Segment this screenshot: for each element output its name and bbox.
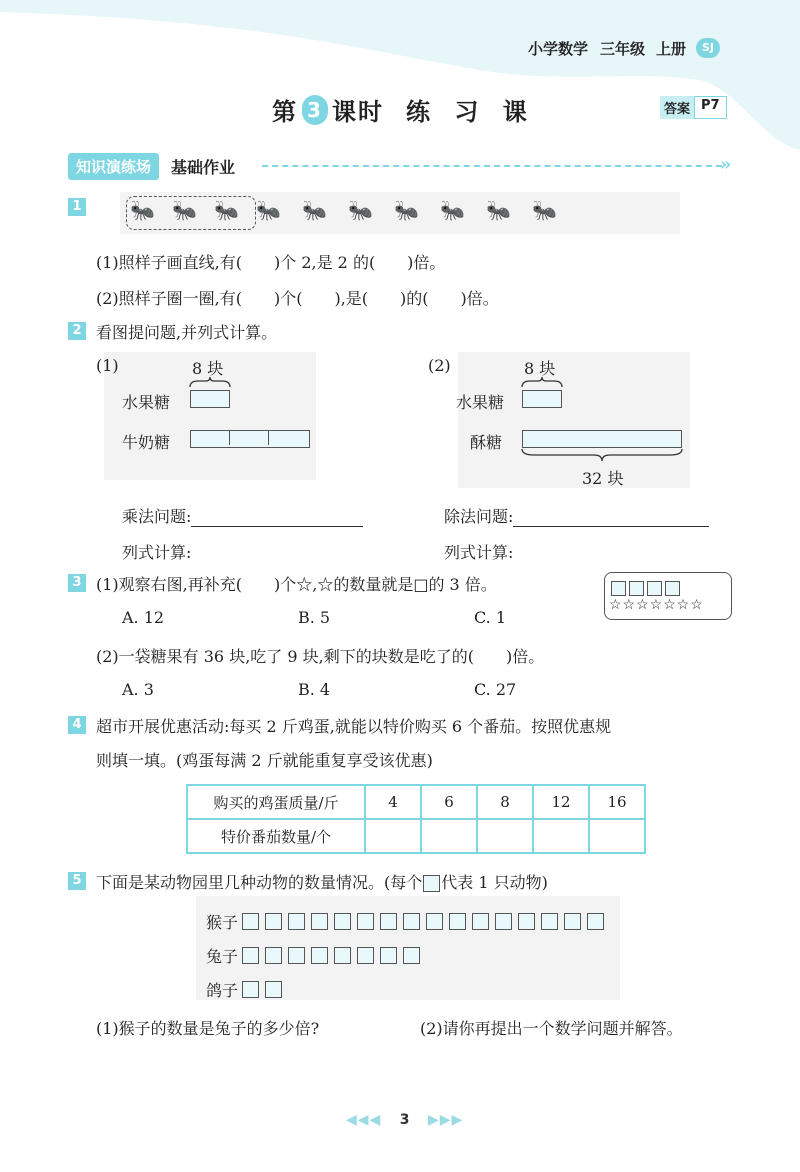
animal-square <box>242 947 259 964</box>
q2-part2-brace-bottom <box>520 448 684 462</box>
section-tag: 知识演练场 <box>68 153 159 180</box>
q3-squares <box>611 578 683 597</box>
q2-part2-brace <box>520 376 564 388</box>
q2-part2-total: 32 块 <box>582 469 624 488</box>
q2-part1-brace <box>188 376 232 388</box>
q5-number: 5 <box>68 872 86 890</box>
q3-p2-option-c[interactable]: C. 27 <box>474 680 517 699</box>
animal-square <box>311 913 328 930</box>
section-arrow-icon: » <box>720 154 732 175</box>
animal-square <box>288 913 305 930</box>
q5-ask2: (2)请你再提出一个数学问题并解答。 <box>420 1019 683 1038</box>
animal-square <box>311 947 328 964</box>
q5-intro <box>96 870 548 893</box>
ant-icon: 🐜 <box>172 198 197 222</box>
footer-right-arrows-icon: ▶▶▶ <box>427 1112 464 1128</box>
ant-icon: 🐜 <box>394 198 419 222</box>
q4-row2-head: 特价番茄数量/个 <box>187 819 365 853</box>
q2-part2-crisp-bar <box>522 430 682 448</box>
q2-mult-blank[interactable] <box>191 507 363 527</box>
q2-part1-row2: 牛奶糖 <box>122 433 171 452</box>
q4-egg-cell: 12 <box>533 785 589 819</box>
animal-square <box>242 913 259 930</box>
section-sub: 基础作业 <box>171 157 236 177</box>
answer-ref[interactable] <box>660 96 727 119</box>
animal-square <box>564 913 581 930</box>
q4-tomato-cell[interactable] <box>533 819 589 853</box>
lesson-suffix: 课时 <box>332 98 384 126</box>
q1-ant-row <box>130 198 578 222</box>
q3-number: 3 <box>68 574 86 592</box>
ant-icon: 🐜 <box>486 198 511 222</box>
q2-div-blank[interactable] <box>513 507 709 527</box>
header-band <box>0 0 800 150</box>
q2-part1-milk-bar <box>190 430 310 448</box>
animal-square <box>403 913 420 930</box>
page-footer <box>346 1112 463 1128</box>
animal-square <box>357 947 374 964</box>
q4-tomato-cell[interactable] <box>477 819 533 853</box>
sj-badge: SJ <box>696 38 720 58</box>
page-number: 3 <box>399 1112 410 1128</box>
ant-icon: 🐜 <box>214 198 239 222</box>
q2-div-question <box>444 504 709 527</box>
animal-square <box>380 913 397 930</box>
lesson-name: 练 习 课 <box>406 98 535 126</box>
q4-tomato-cell[interactable] <box>421 819 477 853</box>
section-bar <box>68 152 235 180</box>
animal-square <box>357 913 374 930</box>
ant-icon: 🐜 <box>302 198 327 222</box>
ant-icon: 🐜 <box>348 198 373 222</box>
q2-mult-label: 乘法问题: <box>122 507 192 526</box>
q2-number: 2 <box>68 322 86 340</box>
q2-part1-row1: 水果糖 <box>122 393 171 412</box>
q2-part2-brace-label: 8 块 <box>524 359 556 378</box>
q4-row-eggs <box>187 785 645 819</box>
q5-pictograph <box>206 904 610 1006</box>
q4-egg-cell: 16 <box>589 785 645 819</box>
header-grade: 三年级 <box>600 40 646 58</box>
animal-square <box>518 913 535 930</box>
q3-p2-option-b[interactable]: B. 4 <box>298 680 331 699</box>
animal-square <box>495 913 512 930</box>
animal-square <box>242 981 259 998</box>
q2-mult-question <box>122 504 363 527</box>
animal-square <box>265 913 282 930</box>
q2-part2-row1: 水果糖 <box>456 393 505 412</box>
q2-part2-fruit-bar <box>522 390 562 408</box>
q5-intro-b: 代表 1 只动物) <box>441 873 548 892</box>
animal-square <box>334 947 351 964</box>
q4-line1: 超市开展优惠活动:每买 2 斤鸡蛋,就能以特价购买 6 个番茄。按照优惠规 <box>96 717 612 736</box>
animal-square <box>541 913 558 930</box>
animal-square <box>472 913 489 930</box>
q5-intro-a: 下面是某动物园里几种动物的数量情况。(每个 <box>96 873 423 892</box>
footer-left-arrows-icon: ◀◀◀ <box>346 1112 382 1128</box>
ant-icon: 🐜 <box>440 198 465 222</box>
answer-page: P7 <box>694 96 727 119</box>
animal-label: 鸽子 <box>206 980 239 1000</box>
q3-p1-option-c[interactable]: C. 1 <box>474 608 507 627</box>
q2-part2-row2: 酥糖 <box>470 433 503 452</box>
animal-square <box>426 913 443 930</box>
q5-unit-square <box>423 875 440 892</box>
q1-line2: (2)照样子圈一圈,有( )个( ),是( )的( )倍。 <box>96 289 499 308</box>
q2-intro: 看图提问题,并列式计算。 <box>96 323 278 342</box>
q2-calc2: 列式计算: <box>444 543 514 562</box>
q2-part2-label: (2) <box>428 356 451 375</box>
lesson-number: 3 <box>302 95 328 125</box>
q3-p1-option-a[interactable]: A. 12 <box>122 608 165 627</box>
animal-square <box>265 947 282 964</box>
ant-icon: 🐜 <box>532 198 557 222</box>
q4-table <box>186 784 646 854</box>
square-icon <box>647 581 662 596</box>
q2-part1-fruit-bar <box>190 390 230 408</box>
square-icon <box>629 581 644 596</box>
q2-div-label: 除法问题: <box>444 507 514 526</box>
animal-square <box>288 947 305 964</box>
q2-part1-label: (1) <box>96 356 119 375</box>
animal-square <box>334 913 351 930</box>
animal-square <box>587 913 604 930</box>
animal-square <box>449 913 466 930</box>
square-icon <box>611 581 626 596</box>
pictograph-row <box>206 904 610 938</box>
q4-tomato-cell[interactable] <box>589 819 645 853</box>
q2-part1-brace-label: 8 块 <box>192 359 224 378</box>
q3-p2-option-a[interactable]: A. 3 <box>122 680 154 699</box>
section-divider <box>262 165 722 167</box>
q4-egg-cell: 6 <box>421 785 477 819</box>
q2-fig2-bg <box>458 352 690 488</box>
animal-square <box>403 947 420 964</box>
answer-label: 答案 <box>660 96 694 119</box>
q4-egg-cell: 8 <box>477 785 533 819</box>
animal-label: 猴子 <box>206 912 239 932</box>
animal-square <box>380 947 397 964</box>
q4-line2: 则填一填。(鸡蛋每满 2 斤就能重复享受该优惠) <box>96 751 433 770</box>
q3-part2: (2)一袋糖果有 36 块,吃了 9 块,剩下的块数是吃了的( )倍。 <box>96 647 545 666</box>
q3-p1-option-b[interactable]: B. 5 <box>298 608 331 627</box>
lesson-prefix: 第 <box>272 98 298 126</box>
animal-label: 兔子 <box>206 946 239 966</box>
pictograph-row <box>206 972 610 1006</box>
q3-figure <box>604 572 732 620</box>
q5-ask1: (1)猴子的数量是兔子的多少倍? <box>96 1019 320 1038</box>
ant-icon: 🐜 <box>256 198 281 222</box>
q4-egg-cell: 4 <box>365 785 421 819</box>
header-volume: 上册 <box>656 40 687 58</box>
q1-number: 1 <box>68 198 86 216</box>
ant-icon: 🐜 <box>130 198 155 222</box>
q4-number: 4 <box>68 716 86 734</box>
q3-part1: (1)观察右图,再补充( )个☆,☆的数量就是□的 3 倍。 <box>96 575 497 594</box>
q1-line1: (1)照样子画直线,有( )个 2,是 2 的( )倍。 <box>96 253 446 272</box>
square-icon <box>665 581 680 596</box>
q2-calc1: 列式计算: <box>122 543 192 562</box>
q4-row-tomatoes <box>187 819 645 853</box>
q4-tomato-cell[interactable] <box>365 819 421 853</box>
animal-square <box>265 981 282 998</box>
header-subject: 小学数学 <box>528 40 589 58</box>
q3-stars: ☆☆☆☆☆☆☆ <box>609 597 704 613</box>
pictograph-row <box>206 938 610 972</box>
q4-row1-head: 购买的鸡蛋质量/斤 <box>187 785 365 819</box>
lesson-title <box>272 92 535 127</box>
